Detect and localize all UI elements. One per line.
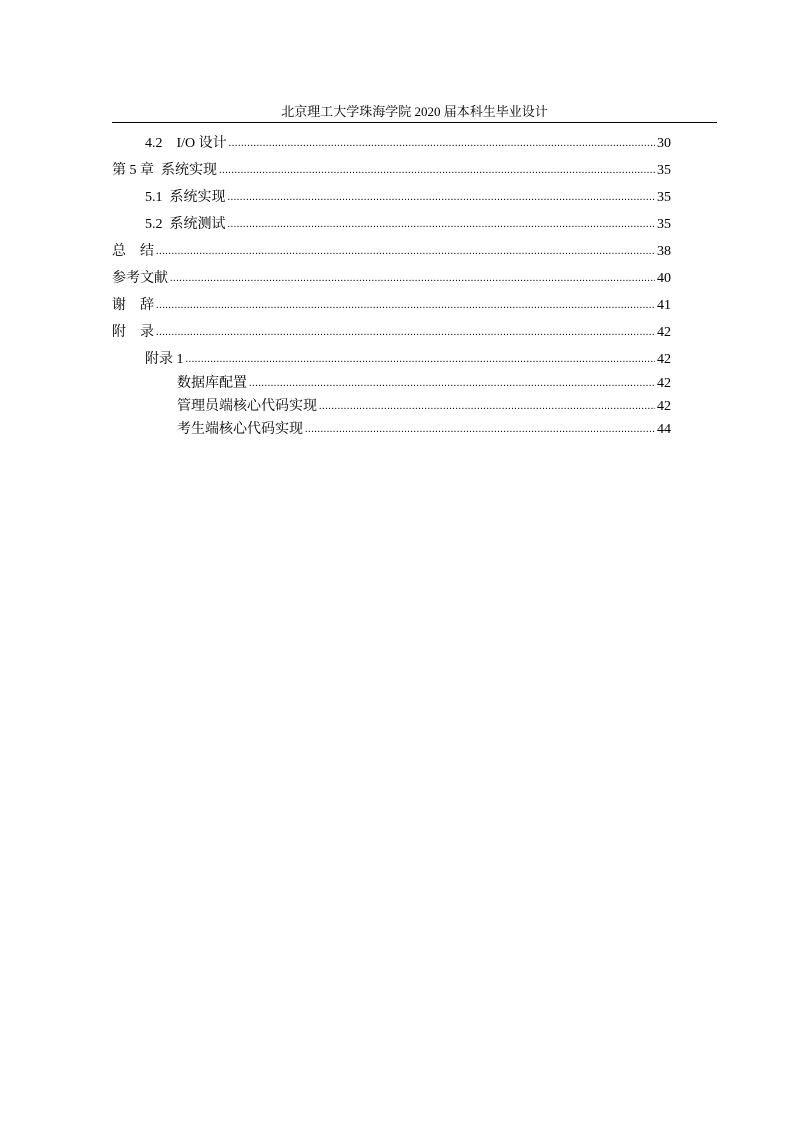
toc-entry-chapter-5[interactable] <box>112 161 671 181</box>
toc-entry-label: 数据库配置 <box>177 376 247 391</box>
toc-entry-summary[interactable] <box>112 242 671 262</box>
toc-entry-label: 谢 辞 <box>112 298 154 313</box>
toc-entry-4-2[interactable] <box>145 134 671 154</box>
toc-page-number: 35 <box>657 163 671 178</box>
toc-entry-label: 5.2 系统测试 <box>145 217 226 232</box>
toc-dot-leader <box>305 423 655 437</box>
toc-dot-leader <box>186 353 656 367</box>
toc-page-number: 38 <box>657 244 671 259</box>
toc-entry-label: 附录 1 <box>145 352 184 367</box>
toc-page-number: 35 <box>657 217 671 232</box>
toc-page-number: 41 <box>657 298 671 313</box>
toc-entry-label: 总 结 <box>112 244 154 259</box>
toc-page-number: 42 <box>657 325 671 340</box>
toc-entry-label: 考生端核心代码实现 <box>177 422 303 437</box>
toc-page-number: 40 <box>657 271 671 286</box>
toc-entry-acknowledgements[interactable] <box>112 296 671 316</box>
toc-dot-leader <box>156 326 655 340</box>
toc-entry-label: 4.2 I/O 设计 <box>145 136 227 151</box>
toc-page-number: 44 <box>657 422 671 437</box>
toc-dot-leader <box>170 272 655 286</box>
toc-entry-appendix[interactable] <box>112 323 671 343</box>
toc-entry-label: 第 5 章 系统实现 <box>112 163 217 178</box>
toc-entry-5-1[interactable] <box>145 188 671 208</box>
toc-entry-label: 附 录 <box>112 325 154 340</box>
toc-page-number: 30 <box>657 136 671 151</box>
running-header: 北京理工大学珠海学院 2020 届本科生毕业设计 <box>281 104 548 119</box>
toc-dot-leader <box>249 377 655 391</box>
toc-entry-database-config[interactable] <box>177 374 671 394</box>
toc-dot-leader <box>319 400 655 414</box>
toc-entry-appendix-1[interactable] <box>145 350 671 370</box>
toc-page-number: 35 <box>657 190 671 205</box>
toc-dot-leader <box>156 245 655 259</box>
toc-page-number: 42 <box>657 399 671 414</box>
toc-entry-label: 参考文献 <box>112 271 168 286</box>
toc-entry-references[interactable] <box>112 269 671 289</box>
toc-dot-leader <box>228 191 656 205</box>
toc-entry-label: 管理员端核心代码实现 <box>177 399 317 414</box>
toc-dot-leader <box>229 137 655 151</box>
toc-entry-admin-code[interactable] <box>177 397 671 417</box>
toc-dot-leader <box>228 218 656 232</box>
toc-dot-leader <box>219 164 655 178</box>
toc-entry-label: 5.1 系统实现 <box>145 190 226 205</box>
toc-dot-leader <box>156 299 655 313</box>
toc-entry-examinee-code[interactable] <box>177 420 671 440</box>
toc-entry-5-2[interactable] <box>145 215 671 235</box>
toc-page-number: 42 <box>657 352 671 367</box>
toc-page-number: 42 <box>657 376 671 391</box>
